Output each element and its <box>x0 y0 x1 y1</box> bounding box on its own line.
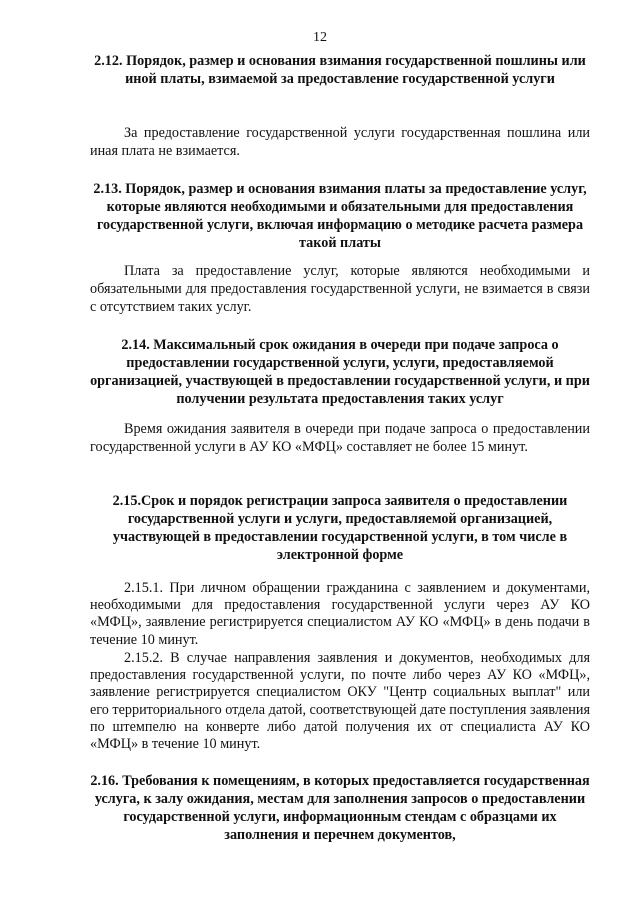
section-2-13-text: Плата за предоставление услуг, которые являются необходимыми и обязательными для предоставления государственной услуги, не взимается в связи с отсутствием таких услуг. <box>90 263 590 315</box>
section-2-15-2-text: 2.15.2. В случае направления заявления и документов, необходимых для предоставления государственной услуги, по почте либо через АУ КО «МФЦ», заявление регистрируется специалистом ОКУ "Центр социальных выплат" или его территориального отдела датой, соответствующей дате поступления заявления по штемпелю на конверте либо датой получения их от специалиста АУ КО «МФЦ» в течение 10 минут. <box>90 650 590 753</box>
section-2-12-heading: 2.12. Порядок, размер и основания взимания государственной пошлины или иной платы, взимаемой за предоставление государственной услуги <box>94 53 586 87</box>
section-2-15-1-text: 2.15.1. При личном обращении гражданина с заявлением и документами, необходимыми для предоставления государственной услуги через АУ КО «МФЦ», заявление регистрируется специалистом АУ КО «МФЦ» в день подачи в течение 10 минут. <box>90 580 590 648</box>
section-2-16-heading: 2.16. Требования к помещениям, в которых предоставляется государственная услуга, к залу ожидания, местам для заполнения запросов о предоставлении государственной услуги, информационным стендам с образцами их заполнения и перечнем документов, <box>90 773 590 843</box>
section-2-15-heading: 2.15.Срок и порядок регистрации запроса заявителя о предоставлении государственной услуги и услуги, предоставляемой организацией, участвующей в предоставлении государственной услуги, в том числе в электронной форме <box>112 493 568 563</box>
section-2-14-heading: 2.14. Максимальный срок ожидания в очереди при подаче запроса о предоставлении государственной услуги, услуги, предоставляемой организацией, участвующей в предоставлении государственной услуги, и при получении результата предоставления таких услуг <box>90 337 590 407</box>
section-2-12-text: За предоставление государственной услуги государственная пошлина или иная плата не взимается. <box>90 125 590 159</box>
section-2-13-heading: 2.13. Порядок, размер и основания взимания платы за предоставление услуг, которые являются необходимыми и обязательными для предоставления государственной услуги, включая информацию о методике расчета размера такой платы <box>93 181 587 251</box>
page-number: 12 <box>313 30 327 45</box>
section-2-14-text: Время ожидания заявителя в очереди при подаче запроса о предоставлении государственной услуги в АУ КО «МФЦ» составляет не более 15 минут. <box>90 421 590 455</box>
